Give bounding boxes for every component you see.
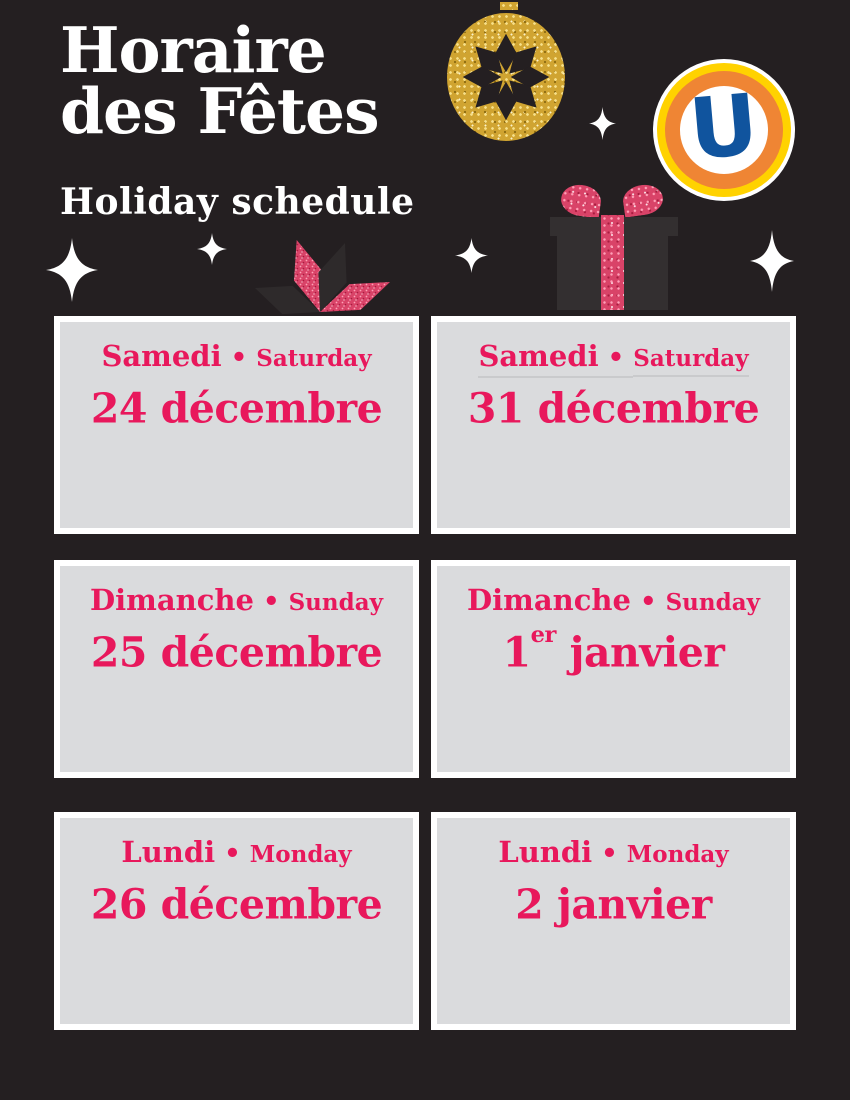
schedule-card-inner [60,566,413,772]
card-day-fr: Lundi [121,835,216,869]
ornament-hanger-icon [500,2,518,10]
card-day-en: Monday [626,841,729,868]
card-date-main: 31 décembre [467,384,760,433]
card-day-heading [60,339,413,376]
card-date [60,621,413,677]
card-day-en: Monday [249,841,352,868]
card-day-heading [437,835,790,872]
card-day-fr: Dimanche [90,583,254,617]
schedule-card-jan2 [431,812,796,1030]
bullet-separator: • [601,839,618,869]
card-day-en: Saturday [256,345,372,372]
card-date-main: 26 décembre [90,880,383,929]
bullet-separator: • [262,587,280,617]
card-day-heading [437,583,790,620]
uniprix-logo [653,59,795,201]
schedule-card-inner [60,818,413,1024]
card-date-ordinal: er [530,621,556,648]
logo-letter: U [685,75,762,179]
gift-icon [550,184,678,310]
sparkle-icon [46,238,98,302]
card-day-en: Saturday [633,345,748,377]
schedule-card-inner [437,322,790,528]
card-date-tail: janvier [555,628,725,677]
schedule-card-inner [60,322,413,528]
card-date [60,377,413,433]
page-title-line2: des Fêtes [60,74,379,148]
schedule-card-dec26 [54,812,419,1030]
bullet-separator: • [230,343,248,373]
card-date [437,621,790,677]
card-date-main: 24 décembre [90,384,383,433]
schedule-card-inner [437,566,790,772]
card-date-main: 1 [502,628,531,677]
card-date [437,377,790,433]
bullet-separator: • [639,587,657,617]
page-title-line1: Horaire [60,13,326,87]
leaf-petals-icon [245,235,395,320]
sparkle-icon [455,238,488,273]
schedule-card-dec25 [54,560,419,778]
gift-bow-left-icon [559,182,603,218]
schedule-card-inner [437,818,790,1024]
card-day-heading [60,835,413,872]
ornament-ball-icon [447,13,565,141]
card-day-en: Sunday [665,589,760,616]
sparkle-icon [750,230,794,292]
sparkle-icon [197,233,227,265]
bullet-separator: • [224,839,241,869]
card-date-main: 25 décembre [90,628,383,677]
sparkle-icon [589,107,616,140]
card-day-en: Sunday [288,589,383,616]
card-date [60,873,413,929]
page-subtitle: Holiday schedule [60,181,415,223]
card-day-fr: Samedi [101,339,222,373]
card-day-fr: Samedi [478,339,599,373]
card-date [437,873,790,929]
page-title [60,13,379,148]
schedule-card-dec24 [54,316,419,534]
card-date-main: 2 janvier [515,880,712,929]
snowflake-cutout-icon [459,30,553,124]
bullet-separator: • [607,343,625,373]
gift-ribbon-icon [601,215,624,310]
bauble-ornament-icon [447,2,565,142]
schedule-card-jan1 [431,560,796,778]
card-day-fr: Dimanche [467,583,631,617]
gift-bow-right-icon [621,182,665,217]
card-day-heading [437,339,790,376]
card-day-heading [60,583,413,620]
schedule-card-dec31 [431,316,796,534]
card-day-fr: Lundi [498,835,593,869]
